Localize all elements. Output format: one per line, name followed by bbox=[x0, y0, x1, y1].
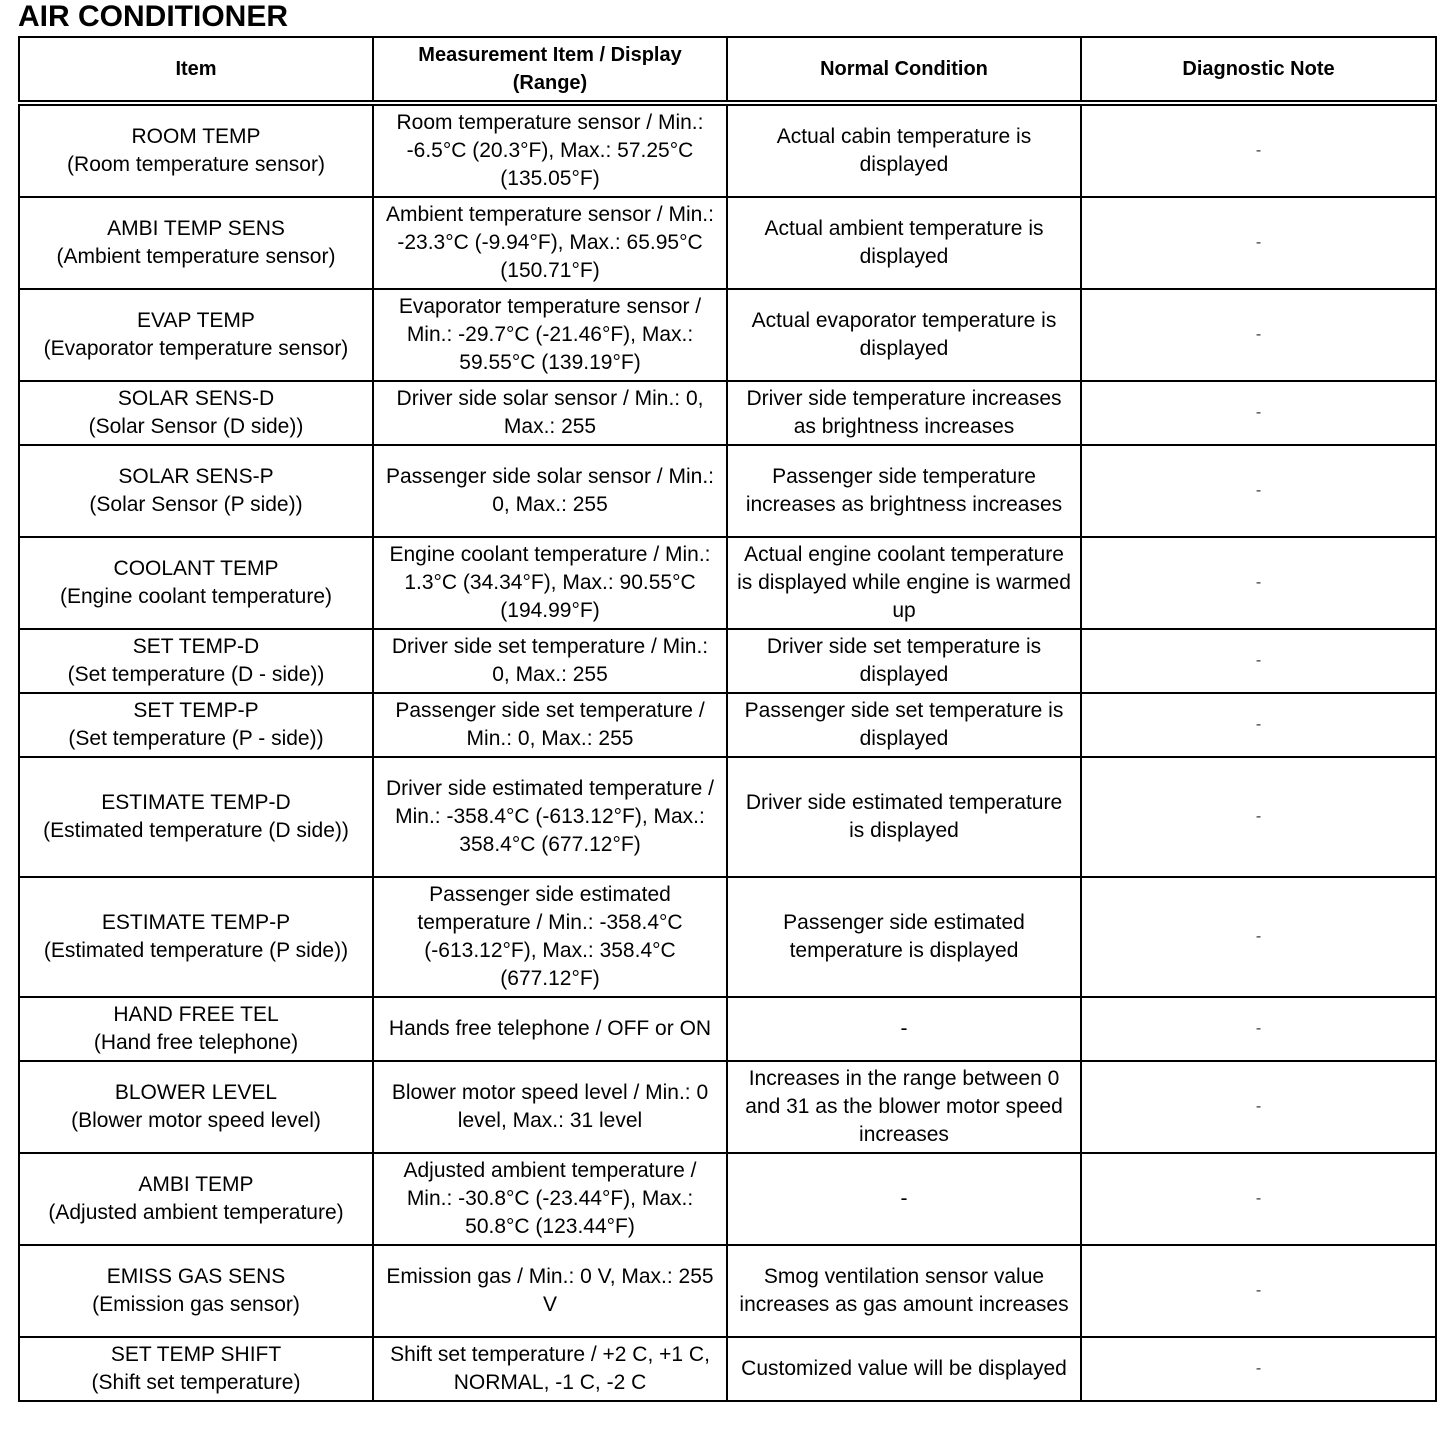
item-description: (Set temperature (P - side)) bbox=[68, 727, 324, 750]
item-cell bbox=[19, 1061, 373, 1153]
measurement-cell: Driver side set temperature / Min.: 0, Max.: 255 bbox=[373, 629, 727, 693]
measurement-cell: Blower motor speed level / Min.: 0 level, Max.: 31 level bbox=[373, 1061, 727, 1153]
normal-condition-cell: - bbox=[727, 1153, 1081, 1245]
normal-condition-cell: Driver side temperature increases as brightness increases bbox=[727, 381, 1081, 445]
table-row bbox=[19, 693, 1436, 757]
item-description: (Ambient temperature sensor) bbox=[56, 245, 336, 268]
item-code: EVAP TEMP bbox=[137, 309, 255, 332]
column-header-normal-condition: Normal Condition bbox=[727, 37, 1081, 103]
table-row bbox=[19, 103, 1436, 197]
table-row bbox=[19, 445, 1436, 537]
item-cell bbox=[19, 381, 373, 445]
item-cell bbox=[19, 537, 373, 629]
item-description: (Room temperature sensor) bbox=[67, 153, 325, 176]
diagnostic-note-cell: - bbox=[1081, 381, 1436, 445]
table-row bbox=[19, 877, 1436, 997]
diagnostic-note-cell: - bbox=[1081, 1061, 1436, 1153]
item-description: (Engine coolant temperature) bbox=[60, 585, 332, 608]
item-code: BLOWER LEVEL bbox=[114, 1081, 278, 1104]
diagnostic-note-cell: - bbox=[1081, 1153, 1436, 1245]
item-description: (Solar Sensor (P side)) bbox=[89, 493, 303, 516]
table-row bbox=[19, 1337, 1436, 1401]
item-cell bbox=[19, 693, 373, 757]
table-row bbox=[19, 537, 1436, 629]
item-description: (Set temperature (D - side)) bbox=[67, 663, 325, 686]
table-row bbox=[19, 997, 1436, 1061]
item-code: ESTIMATE TEMP-P bbox=[101, 911, 291, 934]
data-table bbox=[18, 36, 1437, 1402]
normal-condition-cell: Smog ventilation sensor value increases as gas amount increases bbox=[727, 1245, 1081, 1337]
item-cell bbox=[19, 997, 373, 1061]
item-code: EMISS GAS SENS bbox=[106, 1265, 286, 1288]
page-title: AIR CONDITIONER bbox=[18, 0, 288, 33]
item-code: COOLANT TEMP bbox=[113, 557, 279, 580]
column-header-item: Item bbox=[19, 37, 373, 103]
table-row bbox=[19, 757, 1436, 877]
measurement-cell: Engine coolant temperature / Min.: 1.3°C (34.34°F), Max.: 90.55°C (194.99°F) bbox=[373, 537, 727, 629]
measurement-cell: Adjusted ambient temperature / Min.: -30.8°C (-23.44°F), Max.: 50.8°C (123.44°F) bbox=[373, 1153, 727, 1245]
normal-condition-cell: - bbox=[727, 997, 1081, 1061]
item-cell bbox=[19, 1245, 373, 1337]
normal-condition-cell: Actual cabin temperature is displayed bbox=[727, 103, 1081, 197]
item-cell bbox=[19, 877, 373, 997]
diagnostic-note-cell: - bbox=[1081, 537, 1436, 629]
item-cell bbox=[19, 289, 373, 381]
item-cell bbox=[19, 445, 373, 537]
measurement-cell: Passenger side estimated temperature / Min.: -358.4°C (-613.12°F), Max.: 358.4°C (677.12°F) bbox=[373, 877, 727, 997]
item-description: (Emission gas sensor) bbox=[92, 1293, 300, 1316]
measurement-cell: Emission gas / Min.: 0 V, Max.: 255 V bbox=[373, 1245, 727, 1337]
item-code: HAND FREE TEL bbox=[113, 1003, 279, 1026]
item-code: SOLAR SENS-P bbox=[118, 465, 274, 488]
item-description: (Estimated temperature (P side)) bbox=[43, 939, 349, 962]
item-code: ROOM TEMP bbox=[131, 125, 261, 148]
diagnostic-note-cell: - bbox=[1081, 289, 1436, 381]
item-description: (Adjusted ambient temperature) bbox=[48, 1201, 344, 1224]
diagnostic-note-cell: - bbox=[1081, 1245, 1436, 1337]
header-row bbox=[19, 37, 1436, 103]
item-cell bbox=[19, 757, 373, 877]
normal-condition-cell: Passenger side estimated temperature is displayed bbox=[727, 877, 1081, 997]
measurement-cell: Shift set temperature / +2 C, +1 C, NORMAL, -1 C, -2 C bbox=[373, 1337, 727, 1401]
normal-condition-cell: Increases in the range between 0 and 31 as the blower motor speed increases bbox=[727, 1061, 1081, 1153]
table-row bbox=[19, 289, 1436, 381]
table-row bbox=[19, 1245, 1436, 1337]
item-cell bbox=[19, 1337, 373, 1401]
table-row bbox=[19, 381, 1436, 445]
item-description: (Evaporator temperature sensor) bbox=[43, 337, 349, 360]
measurement-cell: Ambient temperature sensor / Min.: -23.3°C (-9.94°F), Max.: 65.95°C (150.71°F) bbox=[373, 197, 727, 289]
item-description: (Estimated temperature (D side)) bbox=[43, 819, 349, 842]
table-row bbox=[19, 1061, 1436, 1153]
item-description: (Solar Sensor (D side)) bbox=[88, 415, 304, 438]
measurement-cell: Evaporator temperature sensor / Min.: -29.7°C (-21.46°F), Max.: 59.55°C (139.19°F) bbox=[373, 289, 727, 381]
diagnostic-note-cell: - bbox=[1081, 997, 1436, 1061]
normal-condition-cell: Driver side set temperature is displayed bbox=[727, 629, 1081, 693]
measurement-cell: Driver side solar sensor / Min.: 0, Max.: 255 bbox=[373, 381, 727, 445]
normal-condition-cell: Actual ambient temperature is displayed bbox=[727, 197, 1081, 289]
measurement-cell: Driver side estimated temperature / Min.: -358.4°C (-613.12°F), Max.: 358.4°C (677.12°F) bbox=[373, 757, 727, 877]
normal-condition-cell: Customized value will be displayed bbox=[727, 1337, 1081, 1401]
item-cell bbox=[19, 629, 373, 693]
measurement-cell: Hands free telephone / OFF or ON bbox=[373, 997, 727, 1061]
diagnostic-note-cell: - bbox=[1081, 103, 1436, 197]
table-row bbox=[19, 1153, 1436, 1245]
table-row bbox=[19, 629, 1436, 693]
column-header-measurement: Measurement Item / Display (Range) bbox=[373, 37, 727, 103]
item-code: SET TEMP SHIFT bbox=[110, 1343, 282, 1366]
normal-condition-cell: Passenger side temperature increases as brightness increases bbox=[727, 445, 1081, 537]
column-header-diagnostic-note: Diagnostic Note bbox=[1081, 37, 1436, 103]
table-body bbox=[19, 103, 1436, 1401]
item-description: (Blower motor speed level) bbox=[71, 1109, 321, 1132]
item-code: SOLAR SENS-D bbox=[117, 387, 275, 410]
diagnostic-note-cell: - bbox=[1081, 197, 1436, 289]
item-code: SET TEMP-D bbox=[132, 635, 260, 658]
diagnostic-note-cell: - bbox=[1081, 693, 1436, 757]
diagnostic-note-cell: - bbox=[1081, 757, 1436, 877]
item-code: SET TEMP-P bbox=[133, 699, 259, 722]
item-code: AMBI TEMP SENS bbox=[107, 217, 285, 240]
normal-condition-cell: Actual engine coolant temperature is displayed while engine is warmed up bbox=[727, 537, 1081, 629]
item-description: (Shift set temperature) bbox=[91, 1371, 301, 1394]
normal-condition-cell: Passenger side set temperature is displayed bbox=[727, 693, 1081, 757]
item-description: (Hand free telephone) bbox=[93, 1031, 299, 1054]
diagnostic-note-cell: - bbox=[1081, 629, 1436, 693]
measurement-cell: Room temperature sensor / Min.: -6.5°C (20.3°F), Max.: 57.25°C (135.05°F) bbox=[373, 103, 727, 197]
item-cell bbox=[19, 197, 373, 289]
measurement-cell: Passenger side solar sensor / Min.: 0, Max.: 255 bbox=[373, 445, 727, 537]
diagnostic-note-cell: - bbox=[1081, 445, 1436, 537]
normal-condition-cell: Actual evaporator temperature is displayed bbox=[727, 289, 1081, 381]
item-cell bbox=[19, 1153, 373, 1245]
item-code: AMBI TEMP bbox=[138, 1173, 254, 1196]
item-code: ESTIMATE TEMP-D bbox=[101, 791, 291, 814]
normal-condition-cell: Driver side estimated temperature is displayed bbox=[727, 757, 1081, 877]
diagnostic-note-cell: - bbox=[1081, 1337, 1436, 1401]
measurement-cell: Passenger side set temperature / Min.: 0, Max.: 255 bbox=[373, 693, 727, 757]
table-row bbox=[19, 197, 1436, 289]
item-cell bbox=[19, 103, 373, 197]
table-header bbox=[19, 37, 1436, 103]
diagnostic-note-cell: - bbox=[1081, 877, 1436, 997]
